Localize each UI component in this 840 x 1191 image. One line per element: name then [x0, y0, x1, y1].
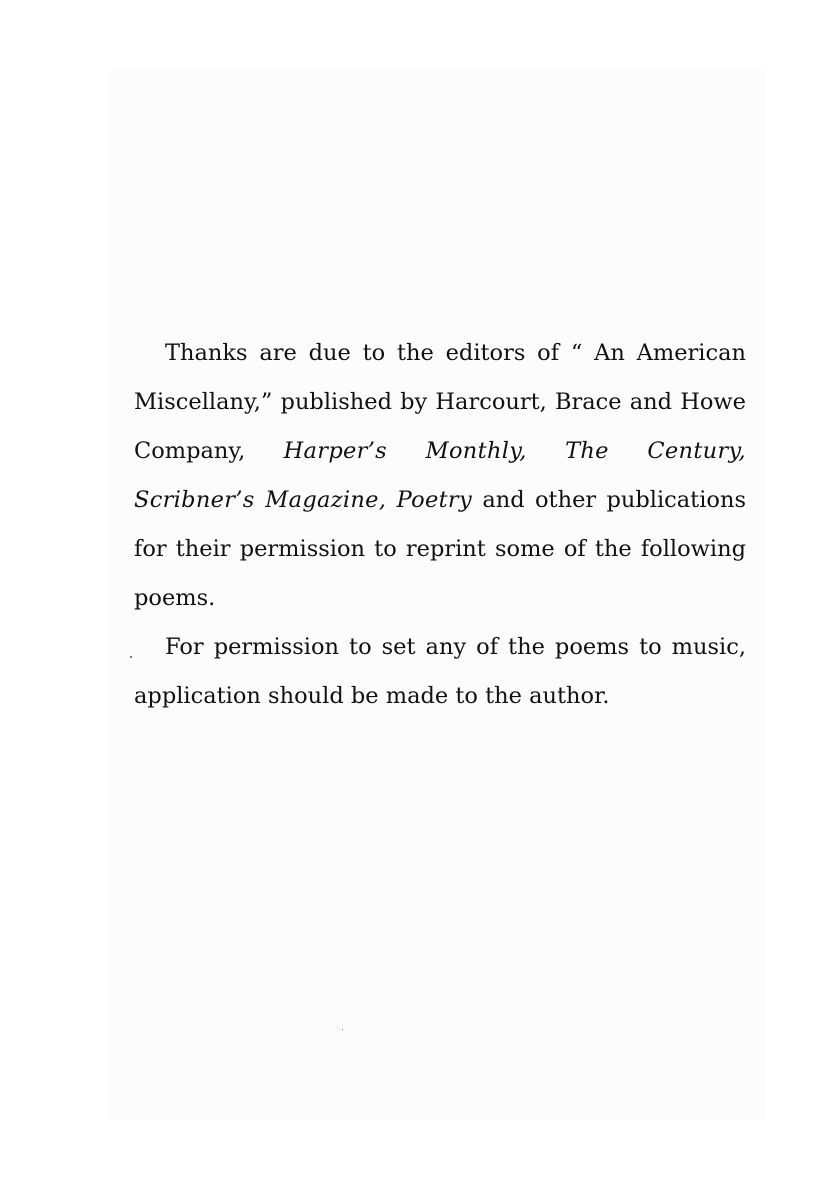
- acknowledgments-paragraph-2: For permission to set any of the poems to music, application should be made to the author.: [134, 634, 746, 709]
- scan-speck: [342, 1029, 343, 1030]
- publication-title: The Century,: [565, 438, 746, 464]
- acknowledgments-text: [134, 329, 746, 721]
- publication-title: Poetry: [396, 487, 472, 513]
- paragraph-1-intro: Thanks are due to the editors of “ An American Miscellany,” published by Harcourt, Brace and Howe Company,: [134, 340, 746, 464]
- acknowledgments-paragraph-1: [134, 329, 746, 623]
- scan-speck: [130, 656, 132, 658]
- paragraph-1-outro: and other publications for their permission to reprint some of the following poems.: [134, 487, 747, 611]
- publication-title: Harper’s Monthly,: [283, 438, 527, 464]
- publication-title: Scribner’s Magazine,: [134, 487, 387, 513]
